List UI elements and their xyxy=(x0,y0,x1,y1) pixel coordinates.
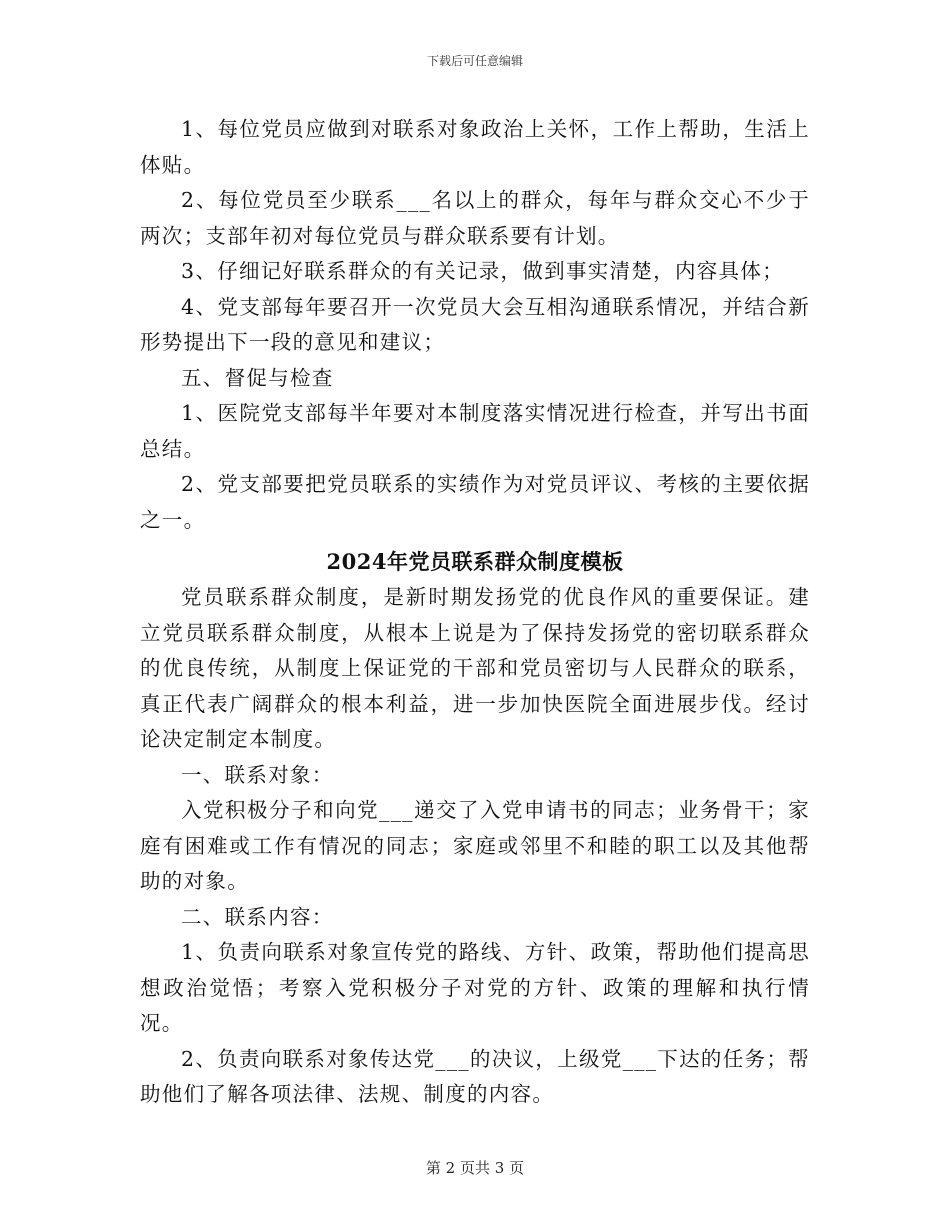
paragraph: 1、负责向联系对象宣传党的路线、方针、政策，帮助他们提高思想政治觉悟；考察入党积极分子对党的方针、政策的理解和执行情况。 xyxy=(140,940,810,1035)
document-body xyxy=(140,112,810,1113)
section-heading: 五、督促与检查 xyxy=(181,365,334,390)
section-heading: 二、联系内容： xyxy=(181,904,334,929)
page-header: 下载后可任意编辑 xyxy=(426,54,523,68)
section-heading: 一、联系对象： xyxy=(181,762,334,787)
paragraph: 4、党支部每年要召开一次党员大会互相沟通联系情况，并结合新形势提出下一段的意见和建议； xyxy=(140,294,810,354)
paragraph: 3、仔细记好联系群众的有关记录，做到事实清楚，内容具体； xyxy=(181,259,784,283)
paragraph: 党员联系群众制度，是新时期发扬党的优良作风的重要保证。建立党员联系群众制度，从根本上说是为了保持发扬党的密切联系群众的优良传统，从制度上保证党的干部和党员密切与人民群众的联系，真正代表广阔群众的根本利益，进一步加快医院全面进展步伐。经讨论决定制定本制度。 xyxy=(140,585,810,751)
paragraph: 2、党支部要把党员联系的实绩作为对党员评议、考核的主要依据之一。 xyxy=(140,472,810,532)
paragraph: 1、每位党员应做到对联系对象政治上关怀，工作上帮助，生活上体贴。 xyxy=(140,117,810,177)
paragraph: 入党积极分子和向党___递交了入党申请书的同志；业务骨干；家庭有困难或工作有情况的同志；家庭或邻里不和睦的职工以及其他帮助的对象。 xyxy=(140,798,810,893)
paragraph: 2、每位党员至少联系___名以上的群众，每年与群众交心不少于两次；支部年初对每位党员与群众联系要有计划。 xyxy=(140,188,810,248)
page-footer: 第 2 页共 3 页 xyxy=(425,1159,525,1177)
paragraph: 2、负责向联系对象传达党___的决议，上级党___下达的任务；帮助他们了解各项法律、法规、制度的内容。 xyxy=(140,1046,810,1106)
paragraph: 1、医院党支部每半年要对本制度落实情况进行检查，并写出书面总结。 xyxy=(140,401,810,461)
document-title: 2024年党员联系群众制度模板 xyxy=(326,549,624,574)
